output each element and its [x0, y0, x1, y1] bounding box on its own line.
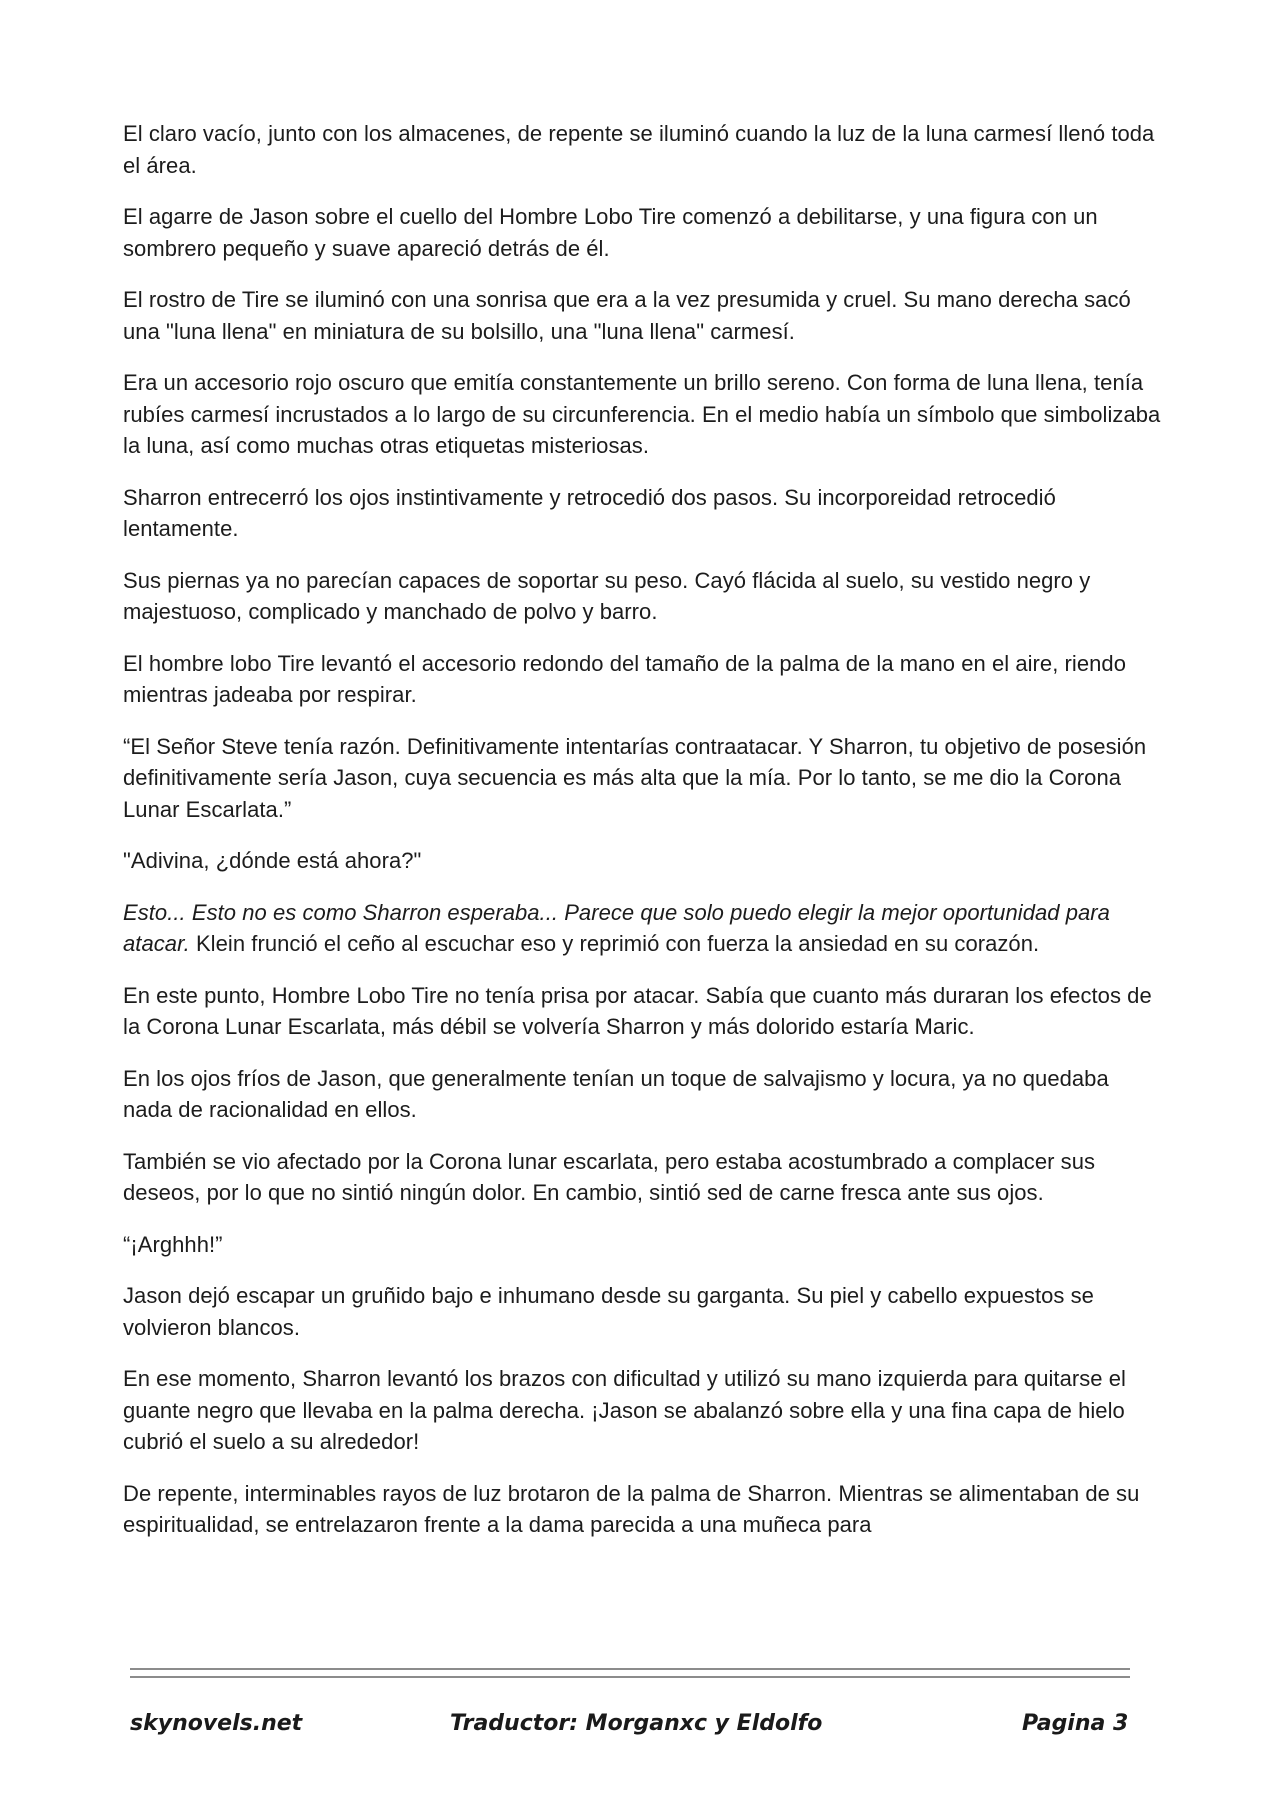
paragraph-17: De repente, interminables rayos de luz brotaron de la palma de Sharron. Mientras se alimentaban de su espiritualidad, se entrelazaron frente a la dama parecida a una muñeca para — [123, 1480, 1140, 1537]
footer-site: skynovels.net — [130, 1711, 303, 1736]
footer-divider-bottom — [130, 1676, 1130, 1678]
paragraph-16: En ese momento, Sharron levantó los brazos con dificultad y utilizó su mano izquierda para quitarse el guante negro que llevaba en la palma derecha. ¡Jason se abalanzó sobre ella y una fina capa de hielo cubrió el suelo a su alrededor! — [123, 1366, 1126, 1454]
paragraph-8: “El Señor Steve tenía razón. Definitivamente intentarías contraatacar. Y Sharron, tu objetivo de posesión definitivamente sería Jason, cuya secuencia es más alta que la mía. Por lo tanto, se me dio la Corona Lunar Escarlata.” — [123, 733, 1147, 822]
paragraph-15: Jason dejó escapar un gruñido bajo e inhumano desde su garganta. Su piel y cabello expuestos se volvieron blancos. — [123, 1283, 1094, 1340]
paragraph-11: En este punto, Hombre Lobo Tire no tenía prisa por atacar. Sabía que cuanto más duraran los efectos de la Corona Lunar Escarlata, más débil se volvería Sharron y más dolorido estaría Maric. — [123, 982, 1152, 1039]
paragraph-7: El hombre lobo Tire levantó el accesorio redondo del tamaño de la palma de la mano en el aire, riendo mientras jadeaba por respirar. — [123, 650, 1126, 707]
paragraph-10-italic: Esto... Esto no es como Sharron esperaba... Parece que solo puedo elegir la mejor oportunidad para atacar. — [123, 899, 1110, 956]
footer-page-number: Pagina 3 — [1022, 1711, 1129, 1736]
footer-translator: Traductor: Morganxc y Eldolfo — [450, 1711, 823, 1736]
paragraph-14: “¡Arghhh!” — [123, 1231, 223, 1257]
footer-divider-top — [130, 1668, 1130, 1670]
paragraph-2: El agarre de Jason sobre el cuello del Hombre Lobo Tire comenzó a debilitarse, y una figura con un sombrero pequeño y suave apareció detrás de él. — [123, 204, 1098, 261]
paragraph-1: El claro vacío, junto con los almacenes, de repente se iluminó cuando la luz de la luna carmesí llenó toda el área. — [123, 121, 1155, 178]
paragraph-12: En los ojos fríos de Jason, que generalmente tenían un toque de salvajismo y locura, ya no quedaba nada de racionalidad en ellos. — [123, 1065, 1109, 1122]
paragraph-10-text: Klein frunció el ceño al escuchar eso y reprimió con fuerza la ansiedad en su corazón. — [189, 931, 1040, 956]
paragraph-6: Sus piernas ya no parecían capaces de soportar su peso. Cayó flácida al suelo, su vestido negro y majestuoso, complicado y manchado de polvo y barro. — [123, 567, 1091, 624]
page-body — [123, 118, 1163, 1561]
paragraph-5: Sharron entrecerró los ojos instintivamente y retrocedió dos pasos. Su incorporeidad retrocedió lentamente. — [123, 484, 1056, 541]
paragraph-10 — [123, 897, 1163, 960]
paragraph-13: También se vio afectado por la Corona lunar escarlata, pero estaba acostumbrado a complacer sus deseos, por lo que no sintió ningún dolor. En cambio, sintió sed de carne fresca ante sus ojos. — [123, 1148, 1096, 1205]
paragraph-3: El rostro de Tire se iluminó con una sonrisa que era a la vez presumida y cruel. Su mano derecha sacó una "luna llena" en miniatura de su bolsillo, una "luna llena" carmesí. — [123, 287, 1131, 344]
paragraph-4: Era un accesorio rojo oscuro que emitía constantemente un brillo sereno. Con forma de luna llena, tenía rubíes carmesí incrustados a lo largo de su circunferencia. En el medio había un símbolo que simbolizaba la luna, así como muchas otras etiquetas misteriosas. — [123, 370, 1161, 458]
paragraph-9: "Adivina, ¿dónde está ahora?" — [123, 848, 422, 873]
